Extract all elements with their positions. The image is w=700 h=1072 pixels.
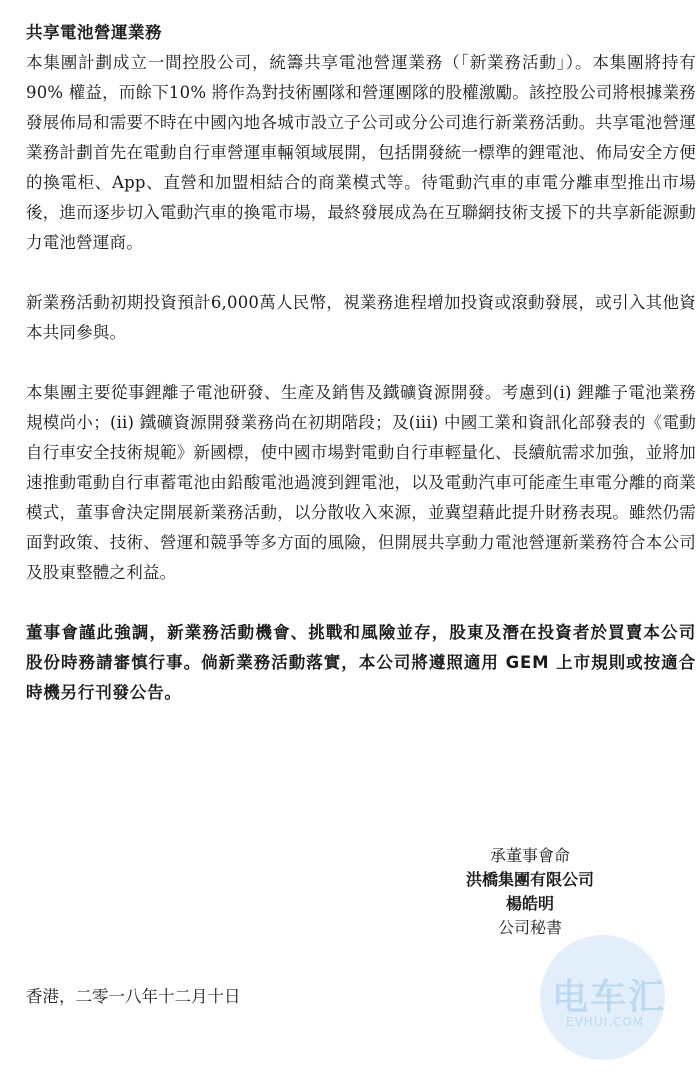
section-heading: 共享電池營運業務 <box>26 23 162 42</box>
announcement-body <box>26 18 696 708</box>
announcement-date: 香港，二零一八年十二月十日 <box>26 987 241 1006</box>
watermark-logo-text: 电车汇 <box>552 977 667 1018</box>
signature-order-line: 承董事會命 <box>489 846 570 865</box>
watermark-site: EVHUI.COM <box>566 1015 645 1029</box>
signature-company: 洪橋集團有限公司 <box>465 870 594 889</box>
paragraph-warning: 董事會謹此強調，新業務活動機會、挑戰和風險並存，股東及潛在投資者於買賣本公司股份時務請審慎行事。倘新業務活動落實，本公司將遵照適用 GEM 上市規則或按適合時機另行刊發公告。 <box>26 623 696 702</box>
paragraph-business-plan: 本集團計劃成立一間控股公司，統籌共享電池營運業務（「新業務活動」）。本集團將持有90% 權益，而餘下10% 將作為對技術團隊和營運團隊的股權激勵。該控股公司將根據業務發展佈局和需要不時在中國內地各城市設立子公司或分公司進行新業務活動。共享電池營運業務計劃首先在電動自行車營運車輛領域展開，包括開發統一標準的鋰電池、佈局安全方便的換電柜、App、直營和加盟相結合的商業模式等。待電動汽車的車電分離車型推出市場後，進而逐步切入電動汽車的換電市場，最終發展成為在互聯網技術支援下的共享新能源動力電池營運商。 <box>26 53 696 252</box>
watermark-logo <box>540 935 690 1060</box>
signature-name: 楊皓明 <box>505 894 554 913</box>
paragraph-rationale: 本集團主要從事鋰離子電池研發、生產及銷售及鐵礦資源開發。考慮到(i) 鋰離子電池業務規模尚小；(ii) 鐵礦資源開發業務尚在初期階段；及(iii) 中國工業和資訊化部發表的《電動自行車安全技術規範》新國標，使中國市場對電動自行車輕量化、長續航需求加強，並將加速推動電動自行車蓄電池由鉛酸電池過渡到鋰電池，以及電動汽車可能產生車電分離的商業模式，董事會決定開展新業務活動，以分散收入來源，並冀望藉此提升財務表現。雖然仍需面對政策、技術、營運和競爭等多方面的風險，但開展共享動力電池營運新業務符合本公司及股東整體之利益。 <box>26 383 696 582</box>
paragraph-investment: 新業務活動初期投資預計6,000萬人民幣，視業務進程增加投資或滾動發展，或引入其他資本共同參與。 <box>26 293 696 342</box>
signature-block <box>430 844 630 940</box>
signature-title: 公司秘書 <box>497 918 562 937</box>
